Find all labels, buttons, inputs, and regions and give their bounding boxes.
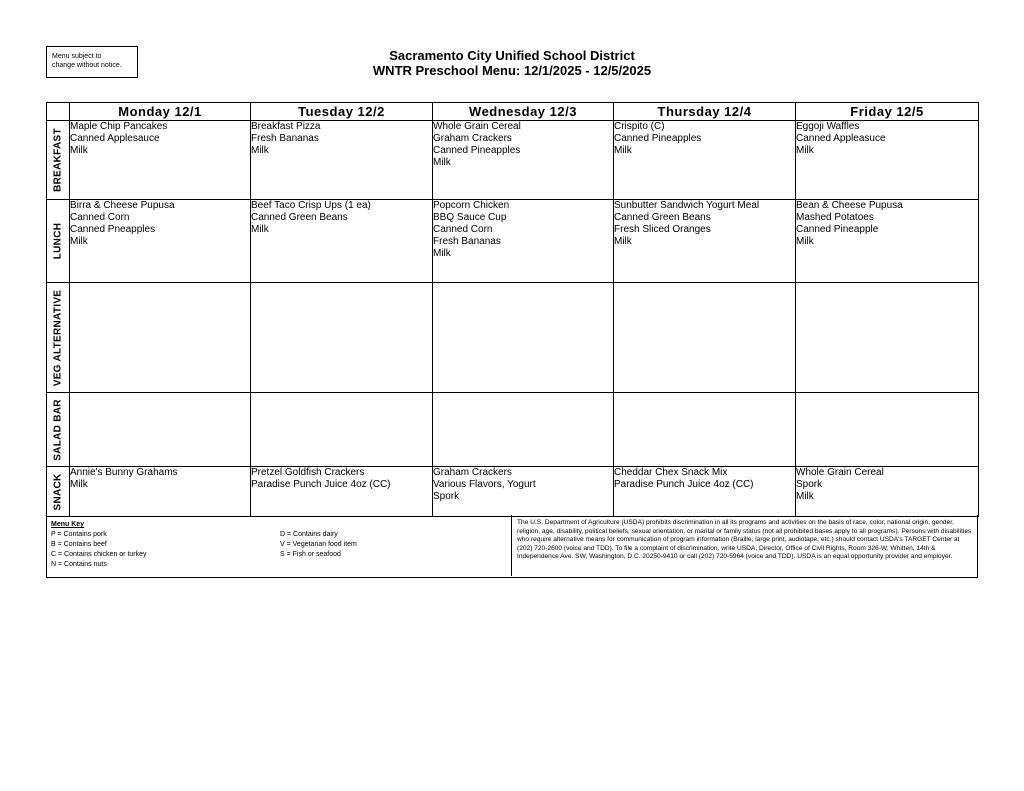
menu-cell xyxy=(796,393,979,467)
menu-item: Milk xyxy=(614,236,632,247)
menu-item: Pretzel Goldfish Crackers xyxy=(251,467,365,478)
day-header-tuesday: Tuesday 12/2 xyxy=(251,103,433,121)
menu-item: Whole Grain Cereal xyxy=(433,121,521,132)
menu-item: Milk xyxy=(796,145,814,156)
menu-item: Cheddar Chex Snack Mix xyxy=(614,467,728,478)
meal-label-text: VEG ALTERNATIVE xyxy=(52,289,64,386)
menu-item: Milk xyxy=(796,236,814,247)
menu-item: Canned Green Beans xyxy=(251,212,348,223)
menu-cell xyxy=(433,283,614,393)
menu-item: Canned Corn xyxy=(433,224,493,235)
menu-item: Paradise Punch Juice 4oz (CC) xyxy=(251,479,391,490)
notice-line: change without notice. xyxy=(52,62,122,69)
menu-item: Annie's Bunny Grahams xyxy=(70,467,178,478)
menu-cell xyxy=(614,200,796,283)
meal-row-label xyxy=(47,393,70,467)
menu-cell xyxy=(251,200,433,283)
menu-item: Popcorn Chicken xyxy=(433,200,510,211)
menu-cell xyxy=(70,467,251,517)
menu-table xyxy=(46,102,979,517)
menu-item: Milk xyxy=(70,479,88,490)
notice-line: Menu subject to xyxy=(52,53,102,60)
menu-key-item: V = Vegetarian food item xyxy=(280,541,357,548)
menu-item: Milk xyxy=(251,145,269,156)
menu-key-title: Menu Key xyxy=(51,521,85,528)
menu-cell xyxy=(614,121,796,200)
page-title xyxy=(0,48,1024,78)
meal-row xyxy=(47,121,979,200)
menu-cell xyxy=(251,393,433,467)
menu-item: Fresh Bananas xyxy=(251,133,319,144)
menu-key-item: D = Contains dairy xyxy=(280,531,338,538)
menu-key xyxy=(51,520,511,568)
menu-item: Milk xyxy=(70,236,88,247)
menu-cell xyxy=(796,121,979,200)
menu-item: Canned Pineapples xyxy=(614,133,702,144)
menu-item: Paradise Punch Juice 4oz (CC) xyxy=(614,479,754,490)
menu-item: Eggoji Waffles xyxy=(796,121,860,132)
usda-statement: The U.S. Department of Agriculture (USDA) prohibits discrimination in all its programs and activities on the basis of race, color, national origin, gender, religion, age, disability, political beliefs, sexual orientation, or marital or family status (not all prohibited bases apply to all programs). Persons with disabilities who require alternative means for communication of program information (Braille, large print, audiotape, etc.) should contact USDA's TARGET Center at (202) 720-2600 (voice and TDD). To file a complaint of discrimination, write USDA, Director, Office of Civil Rights, Room 326-W, Whitten, 14th & Independence Ave. SW, Washington, D.C. 20250-9410 or call (202) 720-5964 (voice and TDD). USDA is an equal opportunity provider and employer. xyxy=(511,515,977,576)
menu-item: Fresh Bananas xyxy=(433,236,501,247)
day-header-friday: Friday 12/5 xyxy=(796,103,979,121)
day-header-thursday: Thursday 12/4 xyxy=(614,103,796,121)
menu-key-item: B = Contains beef xyxy=(51,541,107,548)
menu-item: BBQ Sauce Cup xyxy=(433,212,507,223)
meal-label-text: BREAKFAST xyxy=(52,128,64,192)
menu-item: Spork xyxy=(796,479,823,490)
menu-item: Milk xyxy=(614,145,632,156)
meal-row-label xyxy=(47,200,70,283)
menu-item: Mashed Potatoes xyxy=(796,212,874,223)
meal-label-text: SALAD BAR xyxy=(52,398,64,461)
menu-key-item: S = Fish or seafood xyxy=(280,551,341,558)
menu-item: Graham Crackers xyxy=(433,133,512,144)
meal-row-label xyxy=(47,283,70,393)
day-header-wednesday: Wednesday 12/3 xyxy=(433,103,614,121)
menu-cell xyxy=(70,121,251,200)
menu-title: WNTR Preschool Menu: 12/1/2025 - 12/5/2025 xyxy=(372,63,652,78)
menu-item: Spork xyxy=(433,491,460,502)
menu-item: Milk xyxy=(433,157,451,168)
menu-item: Canned Green Beans xyxy=(614,212,711,223)
menu-item: Bean & Cheese Pupusa xyxy=(796,200,903,211)
menu-cell xyxy=(433,467,614,517)
menu-key-col1 xyxy=(51,530,147,570)
menu-cell xyxy=(70,393,251,467)
corner-cell xyxy=(47,103,70,121)
menu-item: Whole Grain Cereal xyxy=(796,467,884,478)
menu-item: Milk xyxy=(796,491,814,502)
day-header-row xyxy=(47,103,979,121)
meal-row-label xyxy=(47,121,70,200)
menu-cell xyxy=(614,393,796,467)
menu-item: Milk xyxy=(433,248,451,259)
menu-item: Milk xyxy=(251,224,269,235)
footer xyxy=(46,515,978,578)
menu-cell xyxy=(70,200,251,283)
menu-item: Canned Pineapples xyxy=(433,145,521,156)
menu-cell xyxy=(433,121,614,200)
menu-cell xyxy=(433,393,614,467)
menu-item: Sunbutter Sandwich Yogurt Meal xyxy=(614,200,760,211)
menu-item: Beef Taco Crisp Ups (1 ea) xyxy=(251,200,371,211)
menu-key-item: P = Contains pork xyxy=(51,531,107,538)
menu-item: Fresh Sliced Oranges xyxy=(614,224,711,235)
menu-cell xyxy=(796,467,979,517)
menu-item: Canned Appleasuce xyxy=(796,133,886,144)
menu-cell xyxy=(796,200,979,283)
menu-cell xyxy=(614,283,796,393)
menu-item: Milk xyxy=(70,145,88,156)
district-name: Sacramento City Unified School District xyxy=(389,48,635,63)
meal-row xyxy=(47,467,979,517)
menu-item: Canned Pineapple xyxy=(796,224,879,235)
menu-item: Canned Corn xyxy=(70,212,130,223)
meal-row xyxy=(47,200,979,283)
menu-item: Canned Applesauce xyxy=(70,133,160,144)
menu-key-col2 xyxy=(280,530,357,560)
menu-item: Canned Pneapples xyxy=(70,224,156,235)
menu-cell xyxy=(251,121,433,200)
menu-cell xyxy=(614,467,796,517)
day-header-monday: Monday 12/1 xyxy=(70,103,251,121)
meal-row xyxy=(47,283,979,393)
menu-cell xyxy=(251,283,433,393)
meal-row-label xyxy=(47,467,70,517)
menu-item: Various Flavors, Yogurt xyxy=(433,479,536,490)
menu-item: Maple Chip Pancakes xyxy=(70,121,168,132)
menu-key-item: C = Contains chicken or turkey xyxy=(51,551,147,558)
menu-cell xyxy=(251,467,433,517)
menu-cell xyxy=(796,283,979,393)
menu-item: Breakfast Pizza xyxy=(251,121,321,132)
meal-label-text: SNACK xyxy=(52,472,64,511)
menu-item: Crispito (C) xyxy=(614,121,665,132)
menu-cell xyxy=(70,283,251,393)
menu-item: Graham Crackers xyxy=(433,467,512,478)
menu-key-item: N = Contains nuts xyxy=(51,561,107,568)
meal-label-text: LUNCH xyxy=(52,222,64,260)
meal-row xyxy=(47,393,979,467)
menu-cell xyxy=(433,200,614,283)
menu-item: Birra & Cheese Pupusa xyxy=(70,200,175,211)
